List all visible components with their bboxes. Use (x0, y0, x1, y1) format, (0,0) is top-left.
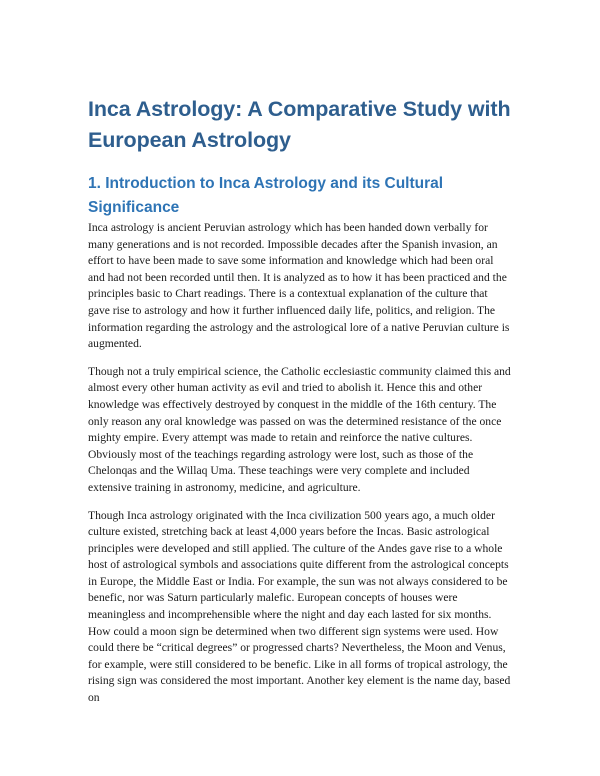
document-title: Inca Astrology: A Comparative Study with European Astrology (88, 97, 511, 152)
paragraph-2: Though not a truly empirical science, the Catholic ecclesiastic community claimed this and almost every other human activity as evil and tried to abolish it. Hence this and other knowledge was effectively destroyed by conquest in the middle of the 16th century. The only reason any oral knowledge was passed on was the determined resistance of the once mighty empire. Every attempt was made to retain and reinforce the native cultures. Obviously most of the teachings regarding astrology were lost, such as those of the Chelonqas and the Willaq Uma. These teachings were very complete and included extensive training in astronomy, medicine, and agriculture. (88, 364, 511, 494)
document-body (88, 94, 512, 718)
paragraph-3: Though Inca astrology originated with the Inca civilization 500 years ago, a much older culture existed, stretching back at least 4,000 years before the Incas. Basic astrological principles were developed and still applied. The culture of the Andes gave rise to a whole host of astrological symbols and associations quite different from the astrological concepts in Europe, the Middle East or India. For example, the sun was not always considered to be benefic, nor was Saturn particularly malefic. European concepts of houses were meaningless and incomprehensible where the night and day each lasted for six months. How could a moon sign be determined when two different sign systems were used. How could there be “critical degrees” or progressed charts? Nevertheless, the Moon and Venus, for example, were still considered to be benefic. Like in all forms of tropical astrology, the rising sign was considered the most important. Another key element is the name day, based on (88, 508, 511, 705)
paragraph-1: Inca astrology is ancient Peruvian astrology which has been handed down verbally for many generations and is not recorded. Impossible decades after the Spanish invasion, an effort to have been made to save some information and knowledge which had been oral and had not been recorded until then. It is analyzed as to how it has been practiced and the principles basic to Chart readings. There is a contextual explanation of the culture that gave rise to astrology and how it further influenced daily life, politics, and religion. The information regarding the astrology and the astrological lore of a native Peruvian culture is augmented. (88, 221, 510, 351)
section-heading: 1. Introduction to Inca Astrology and its Cultural Significance (88, 175, 444, 216)
